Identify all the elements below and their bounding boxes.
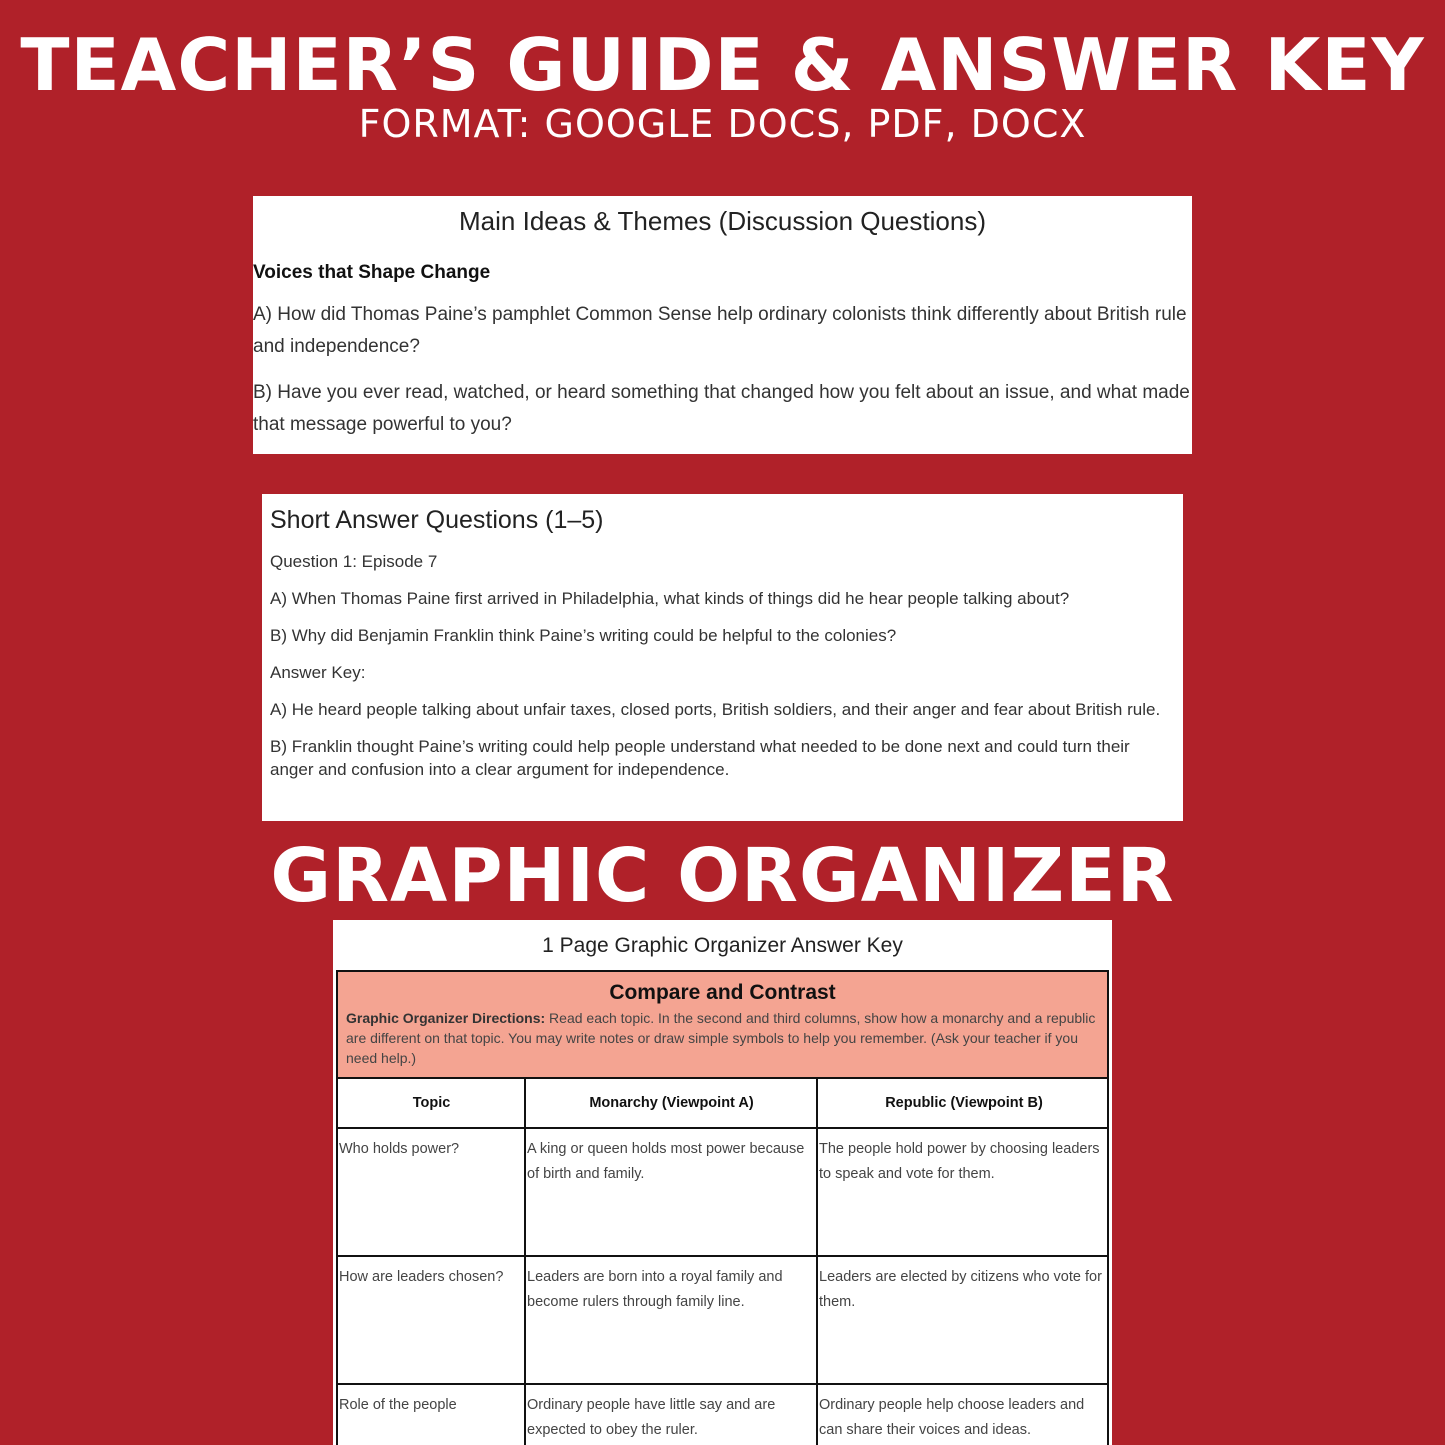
table-cell-republic: Ordinary people help choose leaders and can share their voices and ideas. [818,1385,1109,1445]
format-subtitle: FORMAT: GOOGLE DOCS, PDF, DOCX [358,102,1087,146]
answer-key-label: Answer Key: [270,663,366,682]
page-title: TEACHER’S GUIDE & ANSWER KEY [20,23,1425,107]
compare-contrast-table [336,970,1109,1445]
discussion-question-b: B) Have you ever read, watched, or heard something that changed how you felt about an issue, and what made that message powerful to you? [253,382,1190,435]
table-title: Compare and Contrast [609,981,836,1004]
organizer-title: 1 Page Graphic Organizer Answer Key [542,934,903,957]
directions-label: Graphic Organizer Directions: [346,1010,546,1026]
table-cell-monarchy: A king or queen holds most power because of birth and family. [526,1129,818,1257]
column-header-republic: Republic (Viewpoint B) [818,1079,1109,1129]
column-header-topic: Topic [338,1079,526,1129]
directions [346,1008,1099,1068]
table-cell-monarchy: Ordinary people have little say and are expected to obey the ruler. [526,1385,818,1445]
short-answer-panel [262,494,1183,821]
table-cell-topic: Role of the people [338,1385,526,1445]
discussion-questions-panel [253,196,1192,454]
question-label: Question 1: Episode 7 [270,552,438,571]
table-cell-republic: Leaders are elected by citizens who vote for them. [818,1257,1109,1385]
table-cell-topic: Who holds power? [338,1129,526,1257]
answer-b: B) Franklin thought Paine’s writing could help people understand what needed to be done next and could turn their anger and confusion into a clear argument for independence. [270,737,1130,779]
table-cell-monarchy: Leaders are born into a royal family and become rulers through family line. [526,1257,818,1385]
column-header-monarchy: Monarchy (Viewpoint A) [526,1079,818,1129]
short-question-b: B) Why did Benjamin Franklin think Paine’s writing could be helpful to the colonies? [270,626,897,645]
discussion-question-a: A) How did Thomas Paine’s pamphlet Common Sense help ordinary colonists think differently about British rule and independence? [253,304,1187,357]
table-cell-republic: The people hold power by choosing leaders to speak and vote for them. [818,1129,1109,1257]
graphic-organizer-panel [333,920,1112,1445]
discussion-title: Main Ideas & Themes (Discussion Questions) [459,206,986,236]
directions-text: Read each topic. In the second and third columns, show how a monarchy and a republic are different on that topic. You may write notes or draw simple symbols to help you remember. (Ask your teacher if you need help.) [346,1010,1096,1066]
answer-a: A) He heard people talking about unfair taxes, closed ports, British soldiers, and their anger and fear about British rule. [270,700,1161,719]
graphic-organizer-heading: GRAPHIC ORGANIZER [270,833,1175,919]
short-question-a: A) When Thomas Paine first arrived in Philadelphia, what kinds of things did he hear people talking about? [270,589,1070,608]
table-header-block [338,972,1107,1079]
table-cell-topic: How are leaders chosen? [338,1257,526,1385]
short-answer-title: Short Answer Questions (1–5) [270,506,604,534]
discussion-subheading: Voices that Shape Change [253,262,491,283]
table-grid [338,1079,1107,1445]
